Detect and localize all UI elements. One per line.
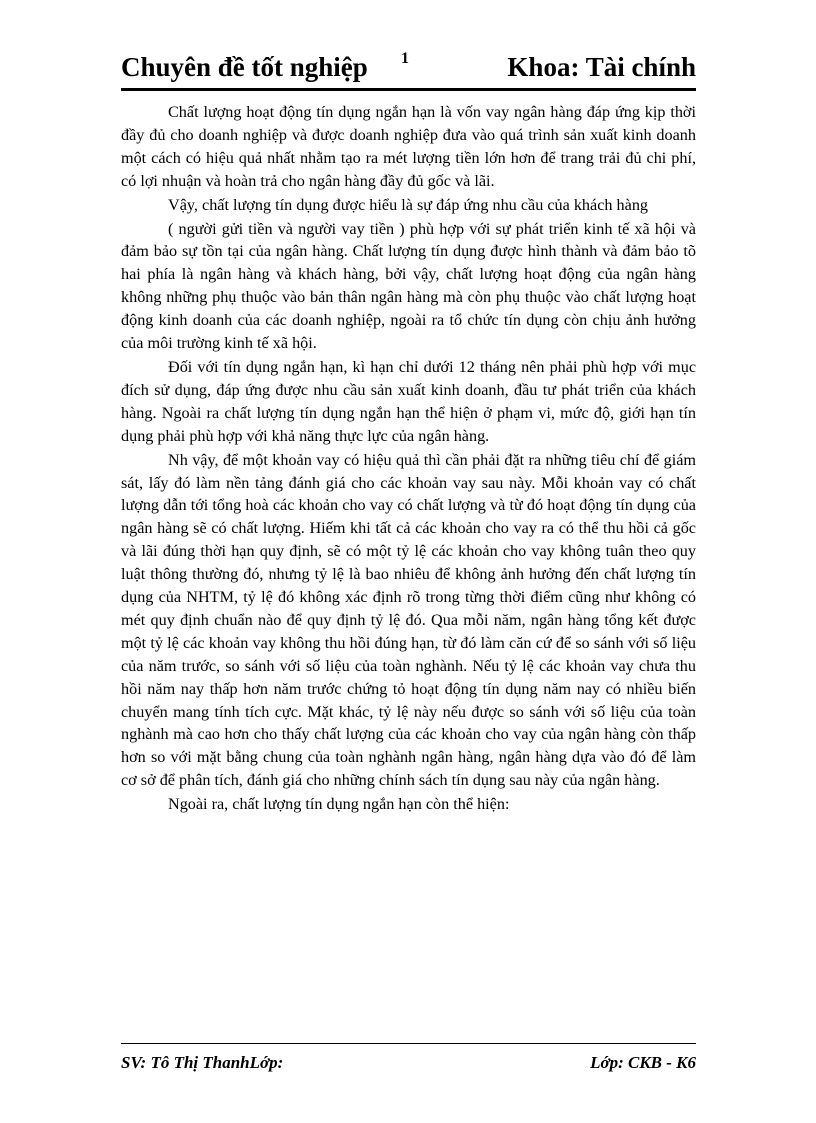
page-header bbox=[121, 48, 696, 91]
paragraph: Ngoài ra, chất lượng tín dụng ngắn hạn còn thể hiện: bbox=[168, 795, 510, 814]
header-title-right: Khoa: Tài chính bbox=[507, 52, 696, 82]
header-title-left: Chuyên đề tốt nghiệp bbox=[121, 52, 368, 82]
paragraph: Đối với tín dụng ngắn hạn, kì hạn chỉ dưới 12 tháng nên phải phù hợp với mục đích sử dụng, đáp ứng được nhu cầu sản xuất kinh doanh, đầu tư phát triển của khách hàng. Ngoài ra chất lượng tín dụng ngắn hạn thể hiện ở phạm vi, mức độ, giới hạn tín dụng phải phù hợp với khả năng thực lực của ngân hàng. bbox=[121, 357, 696, 445]
page-number: 1 bbox=[401, 50, 409, 67]
document-body bbox=[121, 101, 696, 817]
footer-class: Lớp: CKB - K6 bbox=[590, 1053, 696, 1072]
paragraph: Chất lượng hoạt động tín dụng ngắn hạn là vốn vay ngân hàng đáp ứng kịp thời đầy đủ cho doanh nghiệp và được doanh nghiệp đưa vào quá trình sản xuất kinh doanh một cách có hiệu quả nhất nhằm tạo ra mét lượng tiền lớn hơn để trang trải đủ chi phí, có lợi nhuận và hoàn trả cho ngân hàng đầy đủ gốc và lãi. bbox=[121, 103, 696, 190]
footer-student: SV: Tô Thị ThanhLớp: bbox=[121, 1053, 284, 1072]
footer-divider bbox=[121, 1043, 696, 1044]
paragraph: ( người gửi tiền và người vay tiền ) phù hợp với sự phát triển kinh tế xã hội và đảm bảo sự tồn tại của ngân hàng. Chất lượng tín dụng được hình thành và đảm bảo tõ hai phía là ngân hàng và khách hàng, bởi vậy, chất lượng hoạt động của ngân hàng không những phụ thuộc vào bản thân ngân hàng mà còn phụ thuộc vào chất lượng hoạt động kinh doanh của các doanh nghiệp, ngoài ra tổ chức tín dụng còn chịu ảnh hưởng của môi trường kinh tế xã hội. bbox=[121, 219, 696, 353]
paragraph: Vậy, chất lượng tín dụng được hiểu là sự đáp ứng nhu cầu của khách hàng bbox=[168, 195, 649, 214]
paragraph: Nh vậy, để một khoản vay có hiệu quả thì cần phải đặt ra những tiêu chí để giám sát, lấy đó làm nền tảng đánh giá cho các khoản vay sau này. Mỗi khoản vay có chất lượng dẫn tới tổng hoà các khoản cho vay có chất lượng và từ đó hoạt động tín dụng của ngân hàng sẽ có chất lượng. Hiếm khi tất cả các khoản cho vay ra có thể thu hồi cả gốc và lãi đúng thời hạn quy định, sẽ có một tỷ lệ các khoản cho vay không tuân theo quy luật thông thường đó, nhưng tỷ lệ là bao nhiêu để không ảnh hưởng đến chất lượng tín dụng của NHTM, tỷ lệ đó không xác định rõ trong từng thời điểm cũng như không có mét quy định chuẩn nào để quy định tỷ lệ đó. Qua mỗi năm, ngân hàng tổng kết được một tỷ lệ các khoản vay không thu hồi đúng hạn, từ đó làm căn cứ để so sánh với số liệu của năm trước, so sánh với số liệu của toàn nghành. Nếu tỷ lệ các khoản vay chưa thu hồi năm nay thấp hơn năm trước chứng tỏ hoạt động tín dụng năm nay có nhiều biến chuyển mang tính tích cực. Mặt khác, tỷ lệ này nếu được so sánh với số liệu của toàn nghành mà cao hơn cho thấy chất lượng của các khoản cho vay của ngân hàng còn thấp hơn so với mặt bằng chung của toàn nghành ngân hàng, ngân hàng dựa vào đó để làm cơ sở để phân tích, đánh giá cho những chính sách tín dụng sau này của ngân hàng. bbox=[121, 450, 696, 790]
